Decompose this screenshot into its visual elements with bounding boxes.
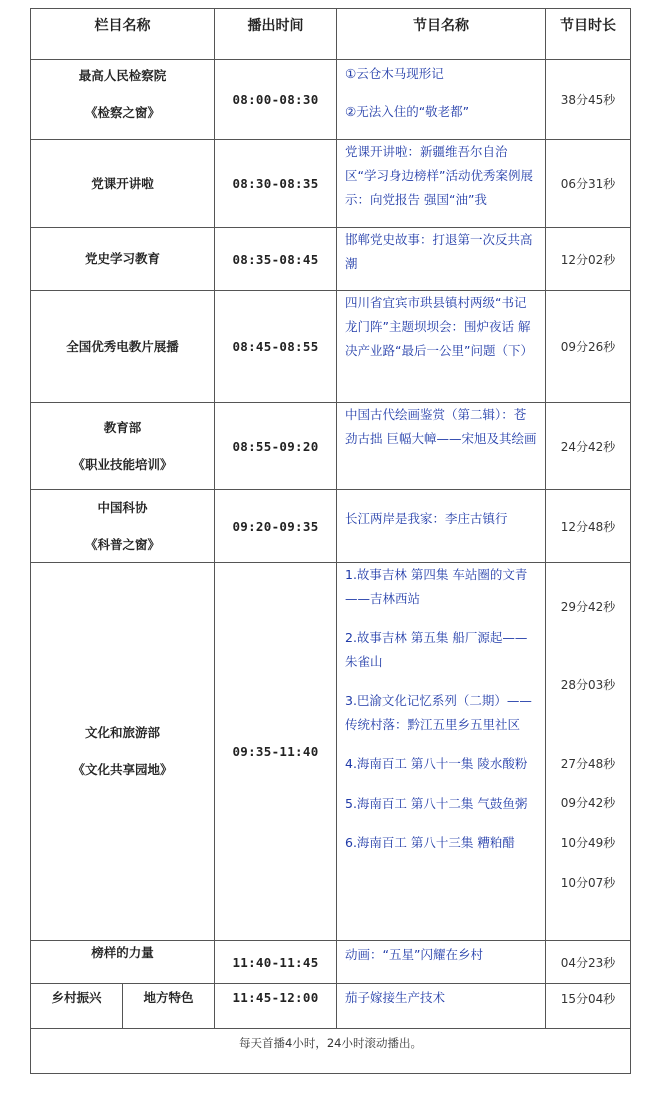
time-cell: 11:45-12:00 <box>215 984 337 1029</box>
duration-item: 29分42秒 <box>560 600 616 614</box>
category-name: 最高人民检察院 <box>78 68 167 83</box>
duration-cell: 38分45秒 <box>546 60 631 140</box>
duration-item: 10分07秒 <box>560 876 616 890</box>
program-item[interactable]: 2.故事吉林 第五集 船厂源起——朱雀山 <box>345 630 528 669</box>
header-row <box>31 9 631 60</box>
duration-item: 27分48秒 <box>560 757 616 771</box>
program-cell[interactable]: 动画：“五星”闪耀在乡村 <box>337 941 546 984</box>
program-item[interactable]: ①云仓木马现形记 <box>345 66 444 81</box>
program-cell[interactable]: 茄子嫁接生产技术 <box>337 984 546 1029</box>
category-cell <box>31 490 215 563</box>
time-cell: 08:55-09:20 <box>215 403 337 490</box>
category-cell <box>31 563 215 941</box>
program-item[interactable]: 3.巴渝文化记忆系列（二期）——传统村落：黔江五里乡五里社区 <box>345 693 532 732</box>
duration-cell: 12分02秒 <box>546 228 631 291</box>
program-item[interactable]: 1.故事吉林 第四集 车站圈的文青——吉林西站 <box>345 567 528 606</box>
program-cell[interactable]: 邯郸党史故事：打退第一次反共高潮 <box>337 228 546 291</box>
table-row <box>31 563 631 941</box>
category-column-title: 《科普之窗》 <box>84 536 160 552</box>
schedule-table <box>30 8 631 1074</box>
program-item[interactable]: 6.海南百工 第八十三集 糟粕醋 <box>345 835 515 850</box>
program-cell[interactable]: 中国古代绘画鉴赏（第二辑）：苍劲古拙 巨幅大幛——宋旭及其绘画 <box>337 403 546 490</box>
program-item[interactable]: ②无法入住的“敬老都” <box>345 104 470 119</box>
duration-cell: 04分23秒 <box>546 941 631 984</box>
program-cell[interactable]: 长江两岸是我家：李庄古镇行 <box>337 490 546 563</box>
category-name: 中国科协 <box>97 499 148 515</box>
category-name: 文化和旅游部 <box>84 725 160 740</box>
category-cell: 全国优秀电教片展播 <box>31 291 215 403</box>
header-duration: 节目时长 <box>546 9 631 60</box>
duration-cell: 15分04秒 <box>546 984 631 1029</box>
duration-item: 10分49秒 <box>560 836 616 850</box>
category-column-title: 《职业技能培训》 <box>72 456 173 472</box>
category-name: 教育部 <box>103 419 142 435</box>
program-item[interactable]: 4.海南百工 第八十一集 陵水酸粉 <box>345 756 528 771</box>
program-item[interactable]: 5.海南百工 第八十二集 气鼓鱼粥 <box>345 795 528 811</box>
table-row <box>31 60 631 140</box>
table-row <box>31 941 631 984</box>
duration-cell: 09分26秒 <box>546 291 631 403</box>
program-cell <box>337 60 546 140</box>
table-row <box>31 490 631 563</box>
duration-cell <box>546 563 631 941</box>
table-row <box>31 403 631 490</box>
header-time: 播出时间 <box>215 9 337 60</box>
footer-note: 每天首播4小时，24小时滚动播出。 <box>31 1029 631 1074</box>
duration-item: 09分42秒 <box>560 796 616 810</box>
time-cell: 09:20-09:35 <box>215 490 337 563</box>
category-cell: 党课开讲啦 <box>31 140 215 228</box>
category-cell: 乡村振兴 <box>31 984 123 1029</box>
category-cell: 党史学习教育 <box>31 228 215 291</box>
time-cell: 09:35-11:40 <box>215 563 337 941</box>
footer-row <box>31 1029 631 1074</box>
category-column-title: 《文化共享园地》 <box>72 762 173 777</box>
time-cell: 08:45-08:55 <box>215 291 337 403</box>
time-cell: 08:35-08:45 <box>215 228 337 291</box>
category-cell: 榜样的力量 <box>31 941 215 984</box>
header-category: 栏目名称 <box>31 9 215 60</box>
duration-cell: 12分48秒 <box>546 490 631 563</box>
time-cell: 11:40-11:45 <box>215 941 337 984</box>
duration-cell: 24分42秒 <box>546 403 631 490</box>
program-cell <box>337 563 546 941</box>
category-cell <box>31 403 215 490</box>
category-cell <box>31 60 215 140</box>
program-cell[interactable]: 四川省宜宾市珙县镇村两级“书记龙门阵”主题坝坝会：围炉夜话 解决产业路“最后一公里”问题（下） <box>337 291 546 403</box>
table-row <box>31 984 631 1029</box>
duration-cell: 06分31秒 <box>546 140 631 228</box>
category-cell: 地方特色 <box>123 984 215 1029</box>
time-cell: 08:30-08:35 <box>215 140 337 228</box>
table-row <box>31 291 631 403</box>
program-cell[interactable]: 党课开讲啦：新疆维吾尔自治区“学习身边榜样”活动优秀案例展示：向党报告 强国“油”我 <box>337 140 546 228</box>
table-row <box>31 228 631 291</box>
duration-item: 28分03秒 <box>560 678 616 692</box>
category-column-title: 《检察之窗》 <box>84 105 160 120</box>
time-cell: 08:00-08:30 <box>215 60 337 140</box>
duration-stack <box>546 563 630 938</box>
table-row <box>31 140 631 228</box>
header-program: 节目名称 <box>337 9 546 60</box>
